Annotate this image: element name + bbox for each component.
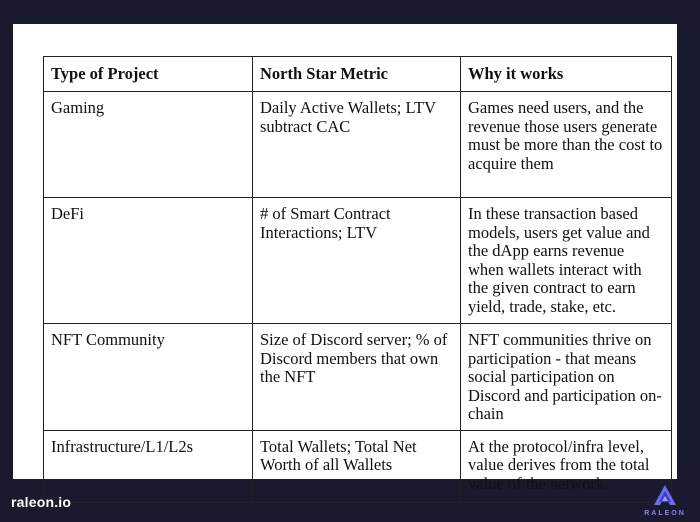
cell-why-it-works: At the protocol/infra level, value derives from the total value of the network. <box>461 430 672 502</box>
cell-why-it-works: Games need users, and the revenue those users generate must be more than the cost to acquire them <box>461 92 672 198</box>
cell-north-star-metric: Daily Active Wallets; LTV subtract CAC <box>253 92 461 198</box>
footer-site-url[interactable]: raleon.io <box>11 494 72 510</box>
north-star-metrics-table <box>43 56 672 503</box>
raleon-logo <box>636 484 694 520</box>
header-why-it-works: Why it works <box>461 57 672 92</box>
table-header-row <box>44 57 672 92</box>
header-north-star-metric: North Star Metric <box>253 57 461 92</box>
brand-wordmark: RALEON <box>644 510 686 517</box>
cell-north-star-metric: Total Wallets; Total Net Worth of all Wallets <box>253 430 461 502</box>
content-card <box>13 24 677 493</box>
header-type-of-project: Type of Project <box>44 57 253 92</box>
table-row <box>44 92 672 198</box>
raleon-logo-icon <box>653 484 677 508</box>
cell-north-star-metric: Size of Discord server; % of Discord members that own the NFT <box>253 324 461 431</box>
cell-why-it-works: In these transaction based models, users get value and the dApp earns revenue when wallets interact with the given contract to earn yield, trade, stake, etc. <box>461 198 672 324</box>
cell-why-it-works: NFT communities thrive on participation - that means social participation on Discord and participation on-chain <box>461 324 672 431</box>
table-row <box>44 324 672 431</box>
table-row <box>44 430 672 502</box>
cell-project-type: DeFi <box>44 198 253 324</box>
cell-project-type: Infrastructure/L1/L2s <box>44 430 253 502</box>
table-row <box>44 198 672 324</box>
cell-project-type: NFT Community <box>44 324 253 431</box>
cell-project-type: Gaming <box>44 92 253 198</box>
cell-north-star-metric: # of Smart Contract Interactions; LTV <box>253 198 461 324</box>
